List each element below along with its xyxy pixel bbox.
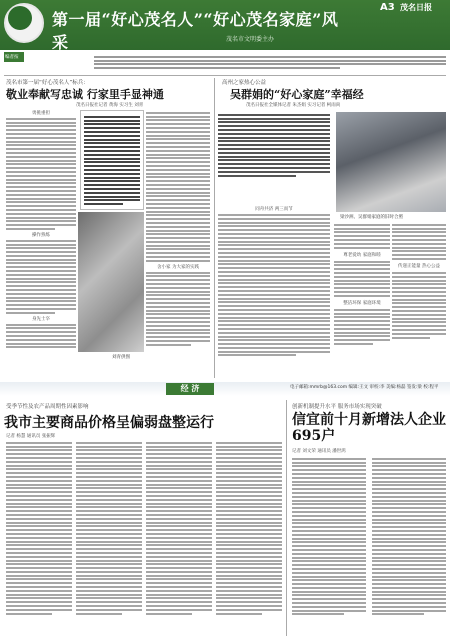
bottom-right-kicker: 创新机制提升水平 服务市场实现突破 (292, 404, 382, 410)
article-right-photo (336, 112, 446, 212)
bottom-left-kicker: 受季节性及农产品周期性因素影响 (6, 404, 89, 410)
article-left-section3: 身先士卒 (32, 316, 50, 322)
bottom-left-col3 (146, 440, 212, 636)
small-block-title: 舍小家 为大家的实践 (157, 264, 199, 270)
bottom-left-col4 (216, 440, 282, 636)
article-left-kicker: 茂名市第一届“好心茂名人”标兵： (6, 80, 89, 86)
article-right-sec4: 整洁环保 家庭环境 (343, 300, 381, 306)
article-left-section2: 操作熟练 (32, 232, 50, 238)
vertical-divider-bottom (286, 400, 287, 636)
article-right-byline: 茂名日报社全媒体记者 朱杰娟 实习记者 柯雨尚 (246, 103, 341, 108)
editor-note-tag: 编者按 (4, 52, 24, 62)
article-right-sec2: 尊老爱幼 家庭和睦 (343, 252, 381, 258)
bottom-left-col1 (6, 440, 72, 636)
article-left-byline: 茂名日报社记者 黄海 实习生 刘青 (76, 103, 144, 108)
bottom-right-col1 (292, 456, 366, 636)
page-number: A3 (380, 2, 395, 13)
article-right-photo-caption: 梁沙洲、吴群娟家庭的旧时合照 (340, 215, 403, 220)
economy-info: 电子邮箱:mmrb@163.com 编辑:王文 审校:李 美编:杨磊 签发:梁 校:程平 (290, 385, 439, 390)
divider (4, 75, 446, 76)
article-right-sec1: 同舟共济 两三而节 (255, 207, 293, 212)
bottom-right-byline: 记者 刘文荣 通讯员 潘世鸿 (292, 449, 346, 454)
article-right-col1 (218, 200, 330, 380)
article-right-lead (218, 112, 330, 200)
article-left-photo-caption: 刘青供图 (112, 355, 130, 360)
newspaper-name: 茂名日报 (400, 2, 432, 12)
article-right-headline: 吴群娟的“好心家庭”幸福经 (230, 88, 364, 101)
bottom-right-col2 (372, 456, 446, 636)
bottom-right-headline: 信宜前十月新增法人企业695户 (292, 412, 446, 444)
article-left-headline: 敬业奉献写忠诚 行家里手显神通 (6, 88, 164, 101)
bottom-left-byline: 记者 杨慧 通讯员 张振辉 (6, 434, 56, 439)
vertical-divider (214, 78, 215, 378)
page-title: 第一届“好心茂名人”“好心茂名家庭”风采 (52, 10, 339, 52)
bottom-left-headline: 我市主要商品价格呈偏弱盘整运行 (4, 415, 214, 431)
article-left-callout (80, 110, 144, 210)
article-right-sec3: 传递正能量 热心公益 (398, 263, 440, 269)
article-right-col3 (392, 222, 446, 382)
article-left-col1 (6, 110, 76, 370)
editor-note-text (94, 54, 446, 72)
bottom-left-col2 (76, 440, 142, 636)
article-right-kicker: 高州之家热心公益 (222, 80, 267, 86)
page-subtitle: 茂名市文明委主办 (226, 36, 275, 43)
article-left-section1: 勇挑重担 (32, 111, 50, 116)
article-left-col3 (146, 110, 210, 380)
article-left-photo (78, 212, 144, 352)
economy-banner: 经 济 (166, 383, 214, 395)
emblem-logo-core (8, 6, 32, 30)
article-right-col2 (334, 222, 390, 382)
